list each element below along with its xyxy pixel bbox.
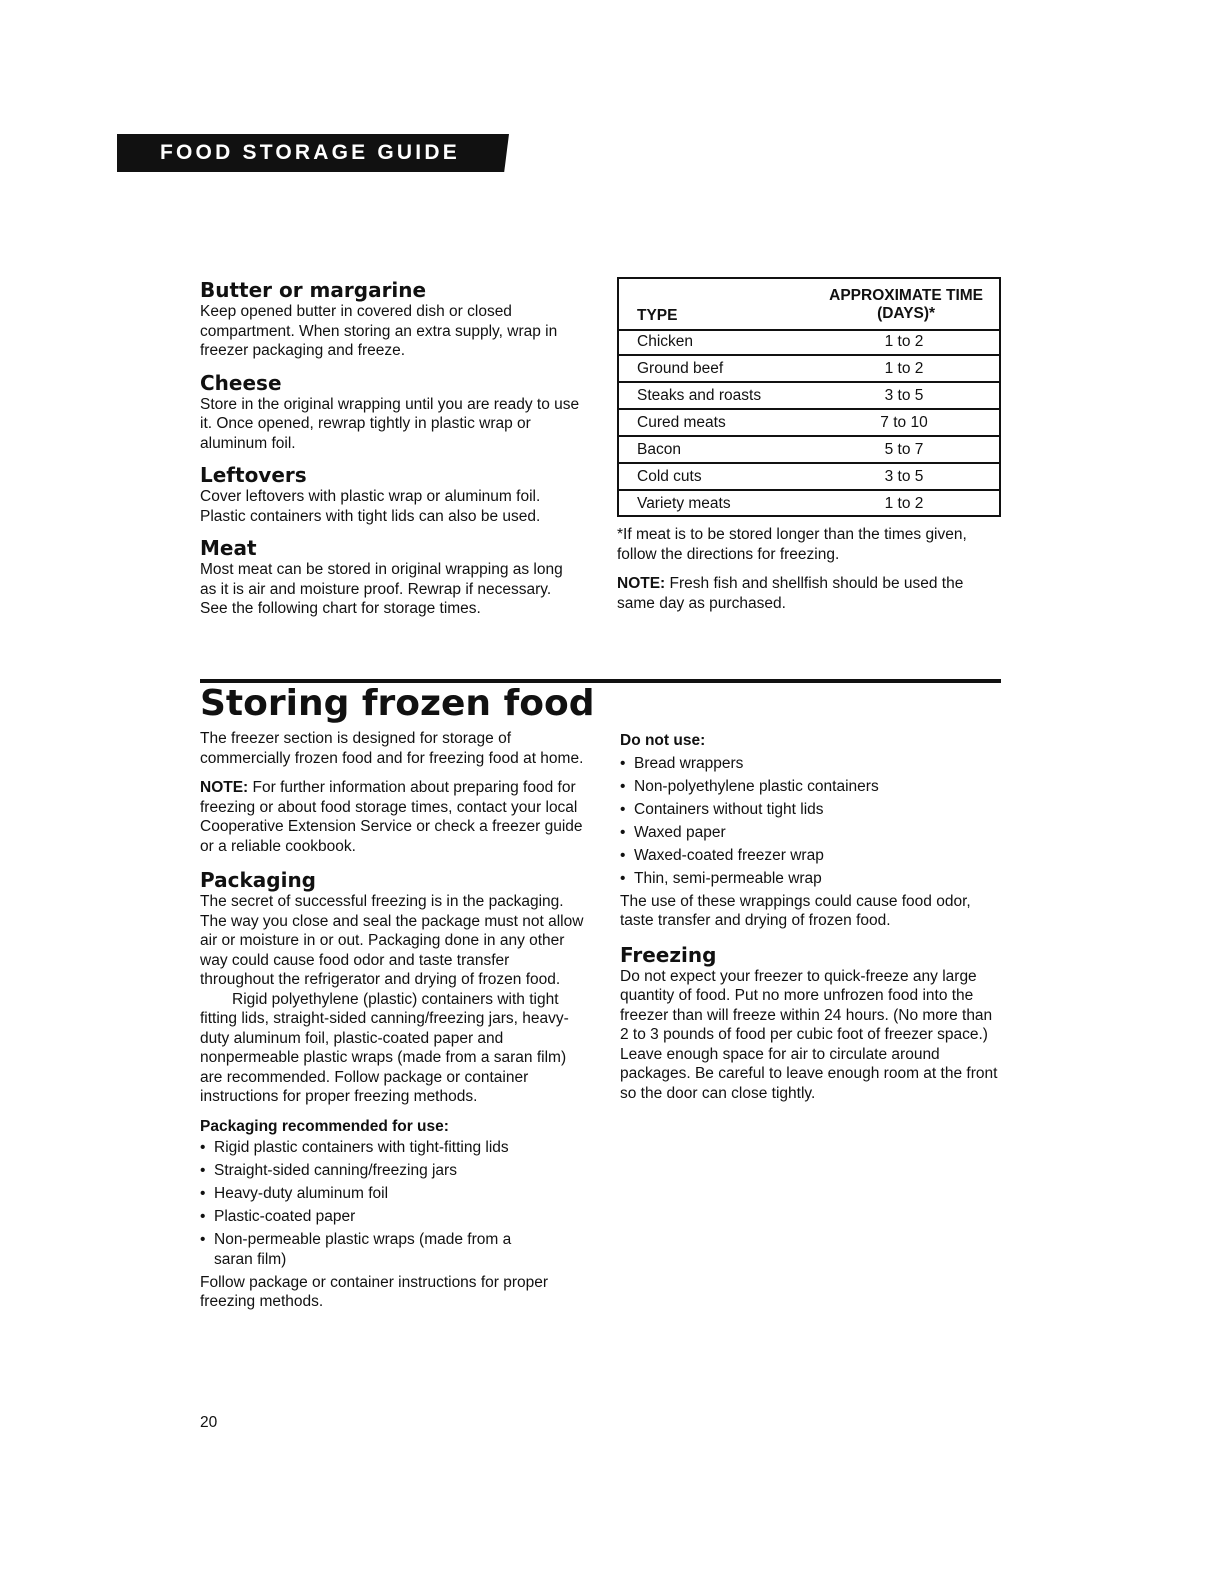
row-type: Steaks and roasts xyxy=(637,387,762,404)
row-days: 1 to 2 xyxy=(884,333,924,350)
cheese-heading: Cheese xyxy=(200,370,282,395)
list-item: • Heavy-duty aluminum foil xyxy=(200,1184,585,1204)
meat-heading: Meat xyxy=(200,536,257,560)
cheese-section xyxy=(200,371,590,454)
table-row xyxy=(619,464,999,491)
list-item: • Bread wrappers xyxy=(620,754,1005,774)
table-row xyxy=(619,410,999,437)
meat-text: Most meat can be stored in original wrapping as long as it is air and moisture proof. Rewrap if necessary. See the following chart for storage times. xyxy=(200,561,563,617)
list-item: • Thin, semi-permeable wrap xyxy=(620,869,1005,889)
row-type: Bacon xyxy=(637,441,681,458)
list-item: • Rigid plastic containers with tight-fitting lids xyxy=(200,1138,585,1158)
table-row xyxy=(619,329,999,356)
leftovers-text: Cover leftovers with plastic wrap or aluminum foil. Plastic containers with tight lids can also be used. xyxy=(200,488,541,525)
packaging-rec-list xyxy=(200,1138,585,1269)
header-time-line2: (DAYS)* xyxy=(877,305,936,322)
packaging-rec-heading: Packaging recommended for use: xyxy=(200,1117,449,1135)
page-number: 20 xyxy=(200,1414,218,1431)
table-header xyxy=(619,279,999,331)
row-type: Cured meats xyxy=(637,414,726,431)
meat-storage-table xyxy=(617,277,1001,517)
table-row xyxy=(619,491,999,518)
list-item: • Non-permeable plastic wraps (made from a saran film) xyxy=(200,1230,554,1269)
leftovers-section xyxy=(200,463,590,526)
leftovers-heading: Leftovers xyxy=(200,463,307,487)
frozen-note xyxy=(200,778,585,856)
do-not-heading: Do not use: xyxy=(620,732,706,749)
do-not-closing: The use of these wrappings could cause food odor, taste transfer and drying of frozen food. xyxy=(620,892,971,929)
butter-text: Keep opened butter in covered dish or closed compartment. When storing an extra supply, wrap in freezer packaging and freeze. xyxy=(200,303,558,359)
header-type: TYPE xyxy=(637,307,678,324)
banner-flag-decoration xyxy=(501,134,509,172)
section-banner: FOOD STORAGE GUIDE xyxy=(117,134,501,172)
row-days: 3 to 5 xyxy=(884,387,924,404)
note-text: Fresh fish and shellfish should be used the same day as purchased. xyxy=(617,575,964,612)
left-bottom-column xyxy=(200,729,585,1312)
freezing-heading: Freezing xyxy=(620,942,717,967)
header-time xyxy=(829,287,983,323)
packaging-p1: The secret of successful freezing is in the packaging. The way you close and seal the package must not allow air or moisture in or out. Packaging done in any other way could cause food odor and taste transfer throughout the refrigerator and drying of frozen food. xyxy=(200,893,584,988)
list-item: • Containers without tight lids xyxy=(620,800,1005,820)
meat-section xyxy=(200,536,590,619)
packaging-closing: Follow package or container instructions for proper freezing methods. xyxy=(200,1273,549,1310)
packaging-p2: Rigid polyethylene (plastic) containers with tight fitting lids, straight-sided canning/freezing jars, heavy-duty aluminum foil, plastic-coated paper and nonpermeable plastic wraps (made from a saran film) are recommended. Follow package or container instructions for proper freezing methods. xyxy=(200,990,569,1105)
do-not-list xyxy=(620,754,1005,889)
row-type: Chicken xyxy=(637,333,693,350)
right-bottom-column xyxy=(620,731,1005,1103)
list-item: • Straight-sided canning/freezing jars xyxy=(200,1161,585,1181)
table-row xyxy=(619,437,999,464)
table-note xyxy=(617,574,1001,613)
list-item: • Non-polyethylene plastic containers xyxy=(620,777,1005,797)
row-days: 3 to 5 xyxy=(884,468,924,485)
frozen-note-label: NOTE: xyxy=(200,779,249,796)
cheese-text: Store in the original wrapping until you are ready to use it. Once opened, rewrap tightly in plastic wrap or aluminum foil. xyxy=(200,395,580,452)
list-item: • Waxed-coated freezer wrap xyxy=(620,846,1005,866)
packaging-heading: Packaging xyxy=(200,868,316,892)
frozen-note-text: For further information about preparing food for freezing or about food storage times, contact your local Cooperative Extension Service or check a freezer guide or a reliable cookbook. xyxy=(200,779,583,855)
list-item: • Waxed paper xyxy=(620,823,1005,843)
row-type: Ground beef xyxy=(637,360,724,377)
left-top-column xyxy=(200,278,590,629)
note-label: NOTE: xyxy=(617,575,666,592)
page-title: Storing frozen food xyxy=(200,683,595,724)
row-type: Variety meats xyxy=(637,495,731,512)
row-days: 1 to 2 xyxy=(884,360,924,377)
row-days: 1 to 2 xyxy=(884,495,924,512)
freezing-text: Do not expect your freezer to quick-freeze any large quantity of food. Put no more unfrozen food into the freezer than will freeze within 24 hours. (No more than 2 to 3 pounds of food per cubic foot of freezer space.) Leave enough space for air to circulate around packages. Be careful to leave enough room at the front so the door can close tightly. xyxy=(620,967,998,1102)
table-row xyxy=(619,383,999,410)
table-notes xyxy=(617,525,1001,613)
butter-section xyxy=(200,278,590,361)
row-days: 5 to 7 xyxy=(884,441,924,458)
row-type: Cold cuts xyxy=(637,468,702,485)
butter-heading: Butter or margarine xyxy=(200,278,427,302)
header-time-line1: APPROXIMATE TIME xyxy=(829,287,983,304)
frozen-intro: The freezer section is designed for storage of commercially frozen food and for freezing food at home. xyxy=(200,730,584,767)
list-item: • Plastic-coated paper xyxy=(200,1207,585,1227)
row-days: 7 to 10 xyxy=(880,414,928,431)
table-row xyxy=(619,356,999,383)
table-footnote: *If meat is to be stored longer than the times given, follow the directions for freezing. xyxy=(617,526,967,563)
